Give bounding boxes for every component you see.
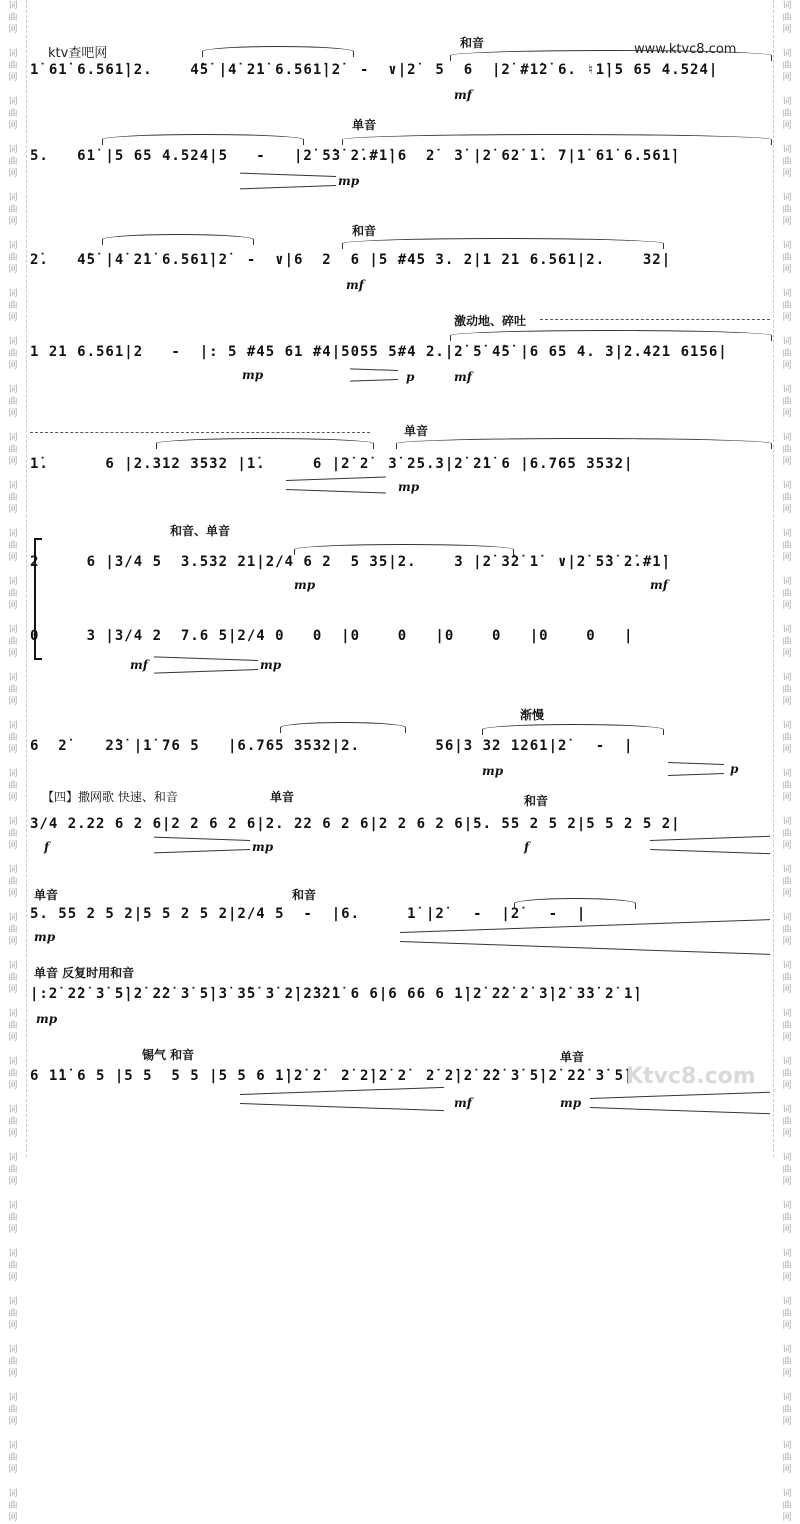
system-9 — [30, 786, 770, 866]
dashed-extension-line — [30, 432, 370, 433]
dynamic-mark: mp — [34, 930, 56, 944]
harmony-label: 和音 — [292, 888, 317, 902]
section-heading: 【四】撒网歌 快速、和音 — [42, 790, 178, 804]
site-watermark-right: www.ktvc8.com — [634, 42, 737, 57]
single-tone-label: 单音 — [560, 1050, 585, 1064]
harmony-single-label: 和音、单音 — [170, 524, 231, 538]
dynamic-mark: mf — [454, 370, 472, 384]
decrescendo-hairpin — [154, 660, 258, 670]
slur — [102, 134, 304, 145]
crescendo-hairpin — [240, 1094, 444, 1104]
notation-line: 5. 55 2 5 2|5 5 2 5 2|2/4 5 - |6. 1̇ |2̇ - |2̇ - | — [30, 906, 587, 922]
dynamic-mark: mf — [454, 88, 472, 102]
notation-line: 3/4 2.22 6 2 6|2 2 6 2 6|2. 22 6 2 6|2 2 6 2 6|5. 55 2 5 2|5 5 2 5 2| — [30, 816, 681, 832]
dynamic-mark: mp — [482, 764, 504, 778]
single-tone-label: 单音 — [270, 790, 295, 804]
single-tone-label: 单音 反复时用和音 — [34, 966, 135, 980]
system-12 — [30, 1044, 770, 1124]
harmony-label: 和音 — [524, 794, 549, 808]
system-11 — [30, 962, 770, 1042]
crescendo-hairpin — [650, 840, 770, 850]
system-4 — [30, 310, 770, 390]
slur — [280, 722, 406, 733]
dynamic-mark: f — [44, 840, 50, 854]
decrescendo-hairpin — [668, 764, 724, 774]
system-1 — [30, 32, 770, 102]
site-watermark-left: ktv查吧网 — [48, 46, 108, 61]
decrescendo-hairpin — [350, 370, 398, 380]
site-logo-watermark: Ktvc8.com — [626, 1064, 756, 1089]
dynamic-mark: mf — [130, 658, 148, 672]
slur — [342, 134, 772, 145]
notation-line: 2 6 |3/4 5 3.532 21|2/4 6 2 5 35|2. 3 |2̇ 3̇2̇ 1̇ ∨|2̇ 5̇3̇ 2̇.#1̇| — [30, 554, 672, 570]
crescendo-hairpin — [286, 480, 386, 490]
dynamic-mark: mp — [36, 1012, 58, 1026]
breath-harmony-label: 锡气 和音 — [142, 1048, 195, 1062]
system-2 — [30, 116, 770, 190]
system-10 — [30, 884, 770, 954]
single-tone-label: 单音 — [34, 888, 59, 902]
dashed-extension-line — [540, 319, 770, 320]
system-5 — [30, 418, 770, 498]
notation-line: 5. 61̇ |5 65 4.524|5 - |2̇ 5̇3̇ 2̇.#1̇|6 2̇ 3̇ |2̇ 62̇ 1̇. 7|1̇ 61̇ 6.561̇| — [30, 148, 681, 164]
system-6-upper — [30, 520, 770, 600]
decrescendo-hairpin — [154, 840, 250, 850]
single-tone-label: 单音 — [404, 424, 429, 438]
slur — [482, 724, 664, 735]
dynamic-mark: mp — [398, 480, 420, 494]
notation-line: 0 3 |3/4 2 7.6 5|2/4 0 0 |0 0 |0 0 |0 0 | — [30, 628, 634, 644]
system-3 — [30, 218, 770, 292]
notation-line: 6 1̇1̇ 6 5 |5 5 5 5 |5 5 6 1̇|2̇ 2̇ 2̇ 2̇|2̇ 2̇ 2̇ 2̇|2̇ 2̇2̇ 3̇ 5̇|2̇ 2̇2̇ 3̇ 5̇| — [30, 1068, 634, 1084]
harmony-label: 和音 — [352, 224, 377, 238]
notation-line: 2̇. 4̇5̇ |4̇ 2̇1̇ 6.561̇|2̇ - ∨|6 2 6 |5 #45 3. 2|1 21 6.561|2. 32| — [30, 252, 672, 268]
dynamic-mark: p — [730, 762, 739, 776]
slur — [450, 50, 772, 61]
single-tone-label: 单音 — [352, 118, 377, 132]
slur — [156, 438, 374, 449]
dynamic-mark: mp — [338, 174, 360, 188]
system-8 — [30, 704, 770, 784]
slur — [450, 330, 772, 341]
harmony-label: 和音 — [460, 36, 485, 50]
dynamic-mark: p — [406, 370, 415, 384]
notation-line: |:2̇ 2̇2̇ 3̇ 5̇|2̇ 2̇2̇ 3̇ 5̇|3̇ 3̇5̇ 3̇ 2̇|2̇3̇2̇1̇ 6 6|6 66 6 1̇|2̇ 2̇2̇ 2̇ 3̇|2̇ 3̇3̇ 2̇ 1̇| — [30, 986, 643, 1002]
slur — [342, 238, 664, 249]
tempo-label: 渐慢 — [520, 708, 545, 722]
dynamic-mark: mf — [650, 578, 668, 592]
expression-label: 激动地、碎吐 — [454, 314, 527, 328]
slur — [202, 46, 354, 57]
dynamic-mark: mf — [454, 1096, 472, 1110]
dynamic-mark: mp — [560, 1096, 582, 1110]
system-7-lower — [30, 620, 770, 680]
dynamic-mark: mp — [242, 368, 264, 382]
crescendo-hairpin — [400, 932, 770, 942]
dynamic-mark: mp — [260, 658, 282, 672]
dynamic-mark: f — [524, 840, 530, 854]
notation-line: 6 2̇ 2̇3̇ |1̇ 76 5 |6.765 3532|2. 56|3 32 1261|2̇ - | — [30, 738, 634, 754]
crescendo-hairpin — [590, 1098, 770, 1108]
slur — [102, 234, 254, 245]
notation-line: 1̇. 6 |2.312 3532 |1̇. 6 |2̇ 2̇ 3̇ 25.3|2̇ 2̇1̇ 6 |6.765 3532| — [30, 456, 634, 472]
left-border-watermark: 词 曲 网 词 曲 网 词 曲 网 词 曲 网 词 曲 网 词 曲 网 词 曲 网 词 曲 网 词 曲 网 词 曲 网 词 曲 网 词 曲 网 词 曲 网 词 曲 网 词 曲 网 词 曲 网 词 曲 网 词 曲 网 词 曲 网 词 曲 网 词 曲 网 词 曲 网 词 曲 网 词 曲 网 词 曲 网 词 曲 网 词 曲 网 词 曲 网 词 曲 网 词 曲 网 词 曲 网 词 曲 网 — [0, 0, 27, 1157]
dynamic-mark: mp — [252, 840, 274, 854]
right-border-watermark: 词 曲 网 词 曲 网 词 曲 网 词 曲 网 词 曲 网 词 曲 网 词 曲 网 词 曲 网 词 曲 网 词 曲 网 词 曲 网 词 曲 网 词 曲 网 词 曲 网 词 曲 网 词 曲 网 词 曲 网 词 曲 网 词 曲 网 词 曲 网 词 曲 网 词 曲 网 词 曲 网 词 曲 网 词 曲 网 词 曲 网 词 曲 网 词 曲 网 词 曲 网 词 曲 网 词 曲 网 词 曲 网 — [773, 0, 800, 1157]
decrescendo-hairpin — [240, 176, 336, 186]
notation-line: 1̇ 61̇ 6.561̇|2. 4̇5̇ |4̇ 2̇1̇ 6.561̇|2̇ - ∨|2̇ 5 6 |2̇ #1̇2̇ 6. ♮1̇|5 65 4.524| — [30, 62, 719, 78]
notation-line: 1 21 6.561|2 - |: 5 #45 61 #4|5055 5#4 2.|2̇ 5̇ 4̇5̇ |6 65 4. 3|2.421 6156| — [30, 344, 728, 360]
dynamic-mark: mp — [294, 578, 316, 592]
slur — [396, 438, 772, 449]
dynamic-mark: mf — [346, 278, 364, 292]
